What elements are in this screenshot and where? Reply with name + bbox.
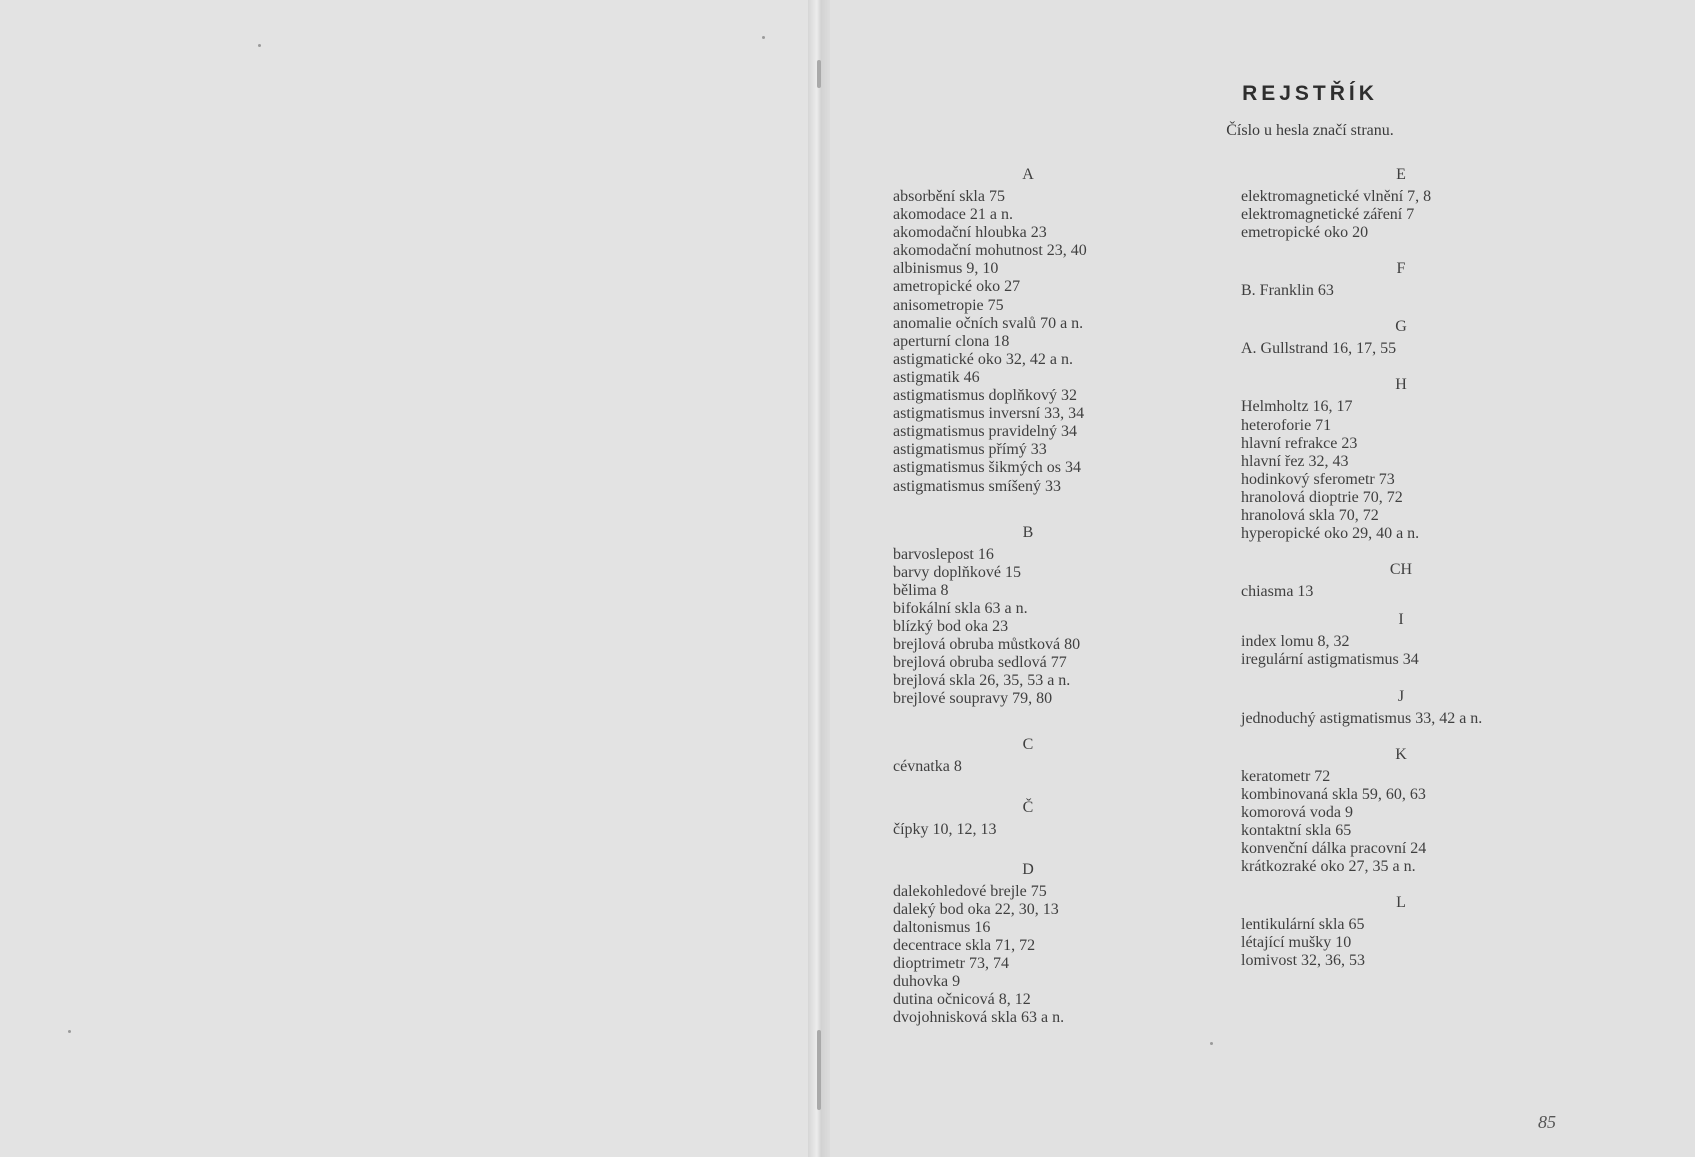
index-group-c (893, 736, 1223, 776)
group-letter: G (1395, 318, 1407, 336)
index-entry: aperturní clona 18 (893, 332, 1010, 350)
index-entry: brejlová obruba můstková 80 (893, 636, 1081, 654)
index-group-j (1241, 688, 1621, 728)
index-entry: bifokální skla 63 a n. (893, 599, 1028, 617)
index-entry: absorbění skla 75 (893, 188, 1005, 205)
index-entry: daleký bod oka 22, 30, 13 (893, 900, 1059, 918)
index-entry: duhovka 9 (893, 973, 961, 991)
index-entry: konvenční dálka pracovní 24 (1241, 839, 1427, 857)
index-entry: Helmholtz 16, 17 (1241, 398, 1353, 416)
paper-speck (258, 44, 261, 47)
index-entry: elektromagnetické vlnění 7, 8 (1241, 188, 1432, 205)
index-entry: kombinovaná skla 59, 60, 63 (1241, 785, 1426, 803)
index-entry: astigmatismus šikmých os 34 (893, 459, 1081, 477)
index-entry: index lomu 8, 32 (1241, 633, 1350, 651)
index-entry: lentikulární skla 65 (1241, 916, 1365, 934)
index-column-left (893, 166, 1223, 1027)
index-group-l (1241, 894, 1621, 970)
staple-bottom (817, 1030, 821, 1110)
index-entry: hodinkový sferometr 73 (1241, 470, 1395, 488)
index-entry: dutina očnicová 8, 12 (893, 991, 1031, 1009)
index-group-e (1241, 166, 1621, 242)
blank-left-page (0, 0, 818, 1157)
index-entry: astigmatismus inversní 33, 34 (893, 405, 1085, 423)
index-entry: kontaktní skla 65 (1241, 821, 1352, 839)
index-entry: hranolová skla 70, 72 (1241, 507, 1379, 525)
index-entry: anomalie očních svalů 70 a n. (893, 314, 1084, 332)
index-entry: blízký bod oka 23 (893, 617, 1009, 635)
index-group-f (1241, 260, 1621, 300)
index-group-a (893, 166, 1223, 496)
index-entry: astigmatismus pravidelný 34 (893, 423, 1077, 441)
index-entry: anisometropie 75 (893, 296, 1004, 314)
page-number: 85 (1538, 1112, 1556, 1132)
group-letter: E (1396, 166, 1406, 183)
index-entry: hranolová dioptrie 70, 72 (1241, 488, 1403, 506)
book-gutter (808, 0, 830, 1157)
group-letter: J (1397, 687, 1405, 705)
index-group-i (1241, 611, 1621, 669)
index-entry: hlavní refrakce 23 (1241, 434, 1358, 452)
group-letter: B (1022, 523, 1034, 541)
index-entry: barvy doplňkové 15 (893, 563, 1021, 581)
index-entry: chiasma 13 (1241, 583, 1314, 601)
index-group-g (1241, 318, 1621, 358)
index-entry: akomodační mohutnost 23, 40 (893, 242, 1087, 260)
staple-top (817, 60, 821, 88)
index-entry: iregulární astigmatismus 34 (1241, 651, 1419, 669)
index-entry: jednoduchý astigmatismus 33, 42 a n. (1241, 709, 1483, 727)
group-letter: F (1396, 260, 1406, 278)
index-entry: dalekohledové brejle 75 (893, 882, 1047, 900)
index-entry: lomivost 32, 36, 53 (1241, 952, 1366, 970)
index-entry: B. Franklin 63 (1241, 282, 1334, 300)
page-subtitle: Číslo u hesla značí stranu. (1226, 122, 1394, 139)
index-entry: A. Gullstrand 16, 17, 55 (1241, 340, 1397, 358)
index-entry: brejlová skla 26, 35, 53 a n. (893, 672, 1071, 690)
group-letter: I (1398, 611, 1404, 629)
index-entry: hyperopické oko 29, 40 a n. (1241, 525, 1420, 543)
index-entry: brejlové soupravy 79, 80 (893, 690, 1053, 708)
index-group-k (1241, 746, 1621, 877)
index-entry: emetropické oko 20 (1241, 224, 1369, 242)
index-entry: astigmatické oko 32, 42 a n. (893, 350, 1073, 368)
index-entry: brejlová obruba sedlová 77 (893, 654, 1067, 672)
index-entry: astigmatik 46 (893, 368, 980, 386)
index-entry: létající mušky 10 (1241, 934, 1352, 952)
paper-speck (762, 36, 765, 39)
paper-speck (68, 1030, 71, 1033)
index-entry: hlavní řez 32, 43 (1241, 452, 1349, 470)
index-entry: akomodační hloubka 23 (893, 224, 1047, 242)
index-entry: astigmatismus doplňkový 32 (893, 387, 1077, 405)
group-letter: H (1395, 376, 1407, 394)
index-entry: komorová voda 9 (1241, 803, 1353, 821)
group-letter: C (1022, 736, 1034, 754)
index-entry: cévnatka 8 (893, 758, 962, 776)
group-letter: K (1395, 745, 1407, 763)
index-entry: keratometr 72 (1241, 767, 1331, 785)
index-entry: heteroforie 71 (1241, 416, 1332, 434)
group-letter: CH (1389, 561, 1413, 579)
index-entry: elektromagnetické záření 7 (1241, 206, 1415, 224)
index-entry: akomodace 21 a n. (893, 206, 1013, 224)
group-letter: A (1022, 166, 1034, 183)
group-letter: D (1022, 860, 1034, 878)
index-entry: daltonismus 16 (893, 918, 991, 936)
index-group-d (893, 861, 1223, 1028)
index-entry: astigmatismus smíšený 33 (893, 477, 1061, 495)
paper-speck (1210, 1042, 1213, 1045)
index-entry: dvojohnisková skla 63 a n. (893, 1009, 1065, 1027)
index-entry: astigmatismus přímý 33 (893, 441, 1047, 459)
group-letter: L (1396, 894, 1406, 912)
index-entry: albinismus 9, 10 (893, 260, 999, 278)
index-column-right (1241, 166, 1621, 970)
index-entry: krátkozraké oko 27, 35 a n. (1241, 858, 1416, 876)
index-entry: decentrace skla 71, 72 (893, 936, 1036, 954)
index-entry: dioptrimetr 73, 74 (893, 955, 1009, 972)
index-entry: ametropické oko 27 (893, 278, 1021, 296)
index-group-b (893, 524, 1223, 709)
index-group-c-caron (893, 799, 1223, 839)
index-entry: bělima 8 (893, 581, 949, 599)
index-entry: barvoslepost 16 (893, 545, 994, 563)
page-title: REJSTŘÍK (1242, 82, 1378, 105)
index-entry: čípky 10, 12, 13 (893, 820, 997, 838)
index-group-ch (1241, 561, 1621, 601)
index-group-h (1241, 376, 1621, 543)
group-letter: Č (1022, 798, 1034, 816)
